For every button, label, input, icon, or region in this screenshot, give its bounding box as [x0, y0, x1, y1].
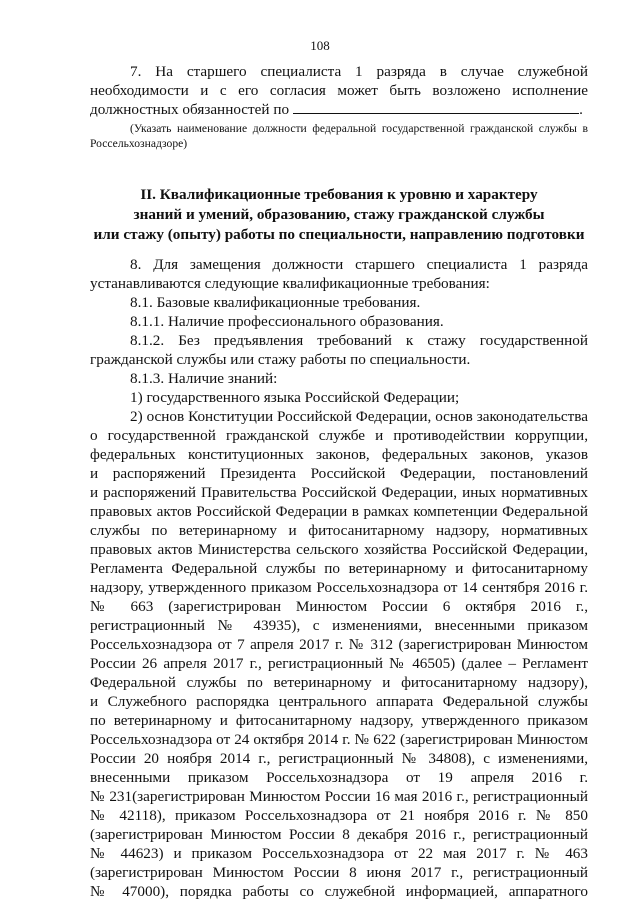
knowledge-item-2-line: надзору, утвержденного приказом Россельхознадзора от 14 сентября 2016 г. — [90, 579, 588, 596]
knowledge-item-2 — [90, 407, 588, 901]
knowledge-item-2-line: России 20 ноября 2014 г., регистрационный № 34808), с изменениями, — [90, 750, 588, 767]
knowledge-item-2-line: Россельхознадзора от 7 апреля 2017 г. № 312 (зарегистрирован Минюстом — [90, 636, 588, 653]
clause-7-line-2: необходимости и с его согласия может быть возложено исполнение — [90, 82, 588, 99]
knowledge-item-2-line: Регламента Федеральной службы по ветеринарному и фитосанитарному — [90, 560, 588, 577]
knowledge-item-2-line: федеральных конституционных законов, федеральных законов, указов — [90, 446, 588, 463]
knowledge-item-2-line: и распоряжений Президента Российской Федерации, постановлений — [90, 465, 588, 482]
clause-8-line-2: устанавливаются следующие квалификационные требования: — [90, 275, 490, 292]
fill-in-blank-line — [293, 100, 579, 114]
clause-8-1-2-line-2: гражданской службы или стажу работы по специальности. — [90, 351, 471, 368]
knowledge-item-2-line: регистрационный № 43935), с изменениями, внесенными приказом — [90, 617, 588, 634]
clause-7 — [90, 62, 588, 151]
knowledge-item-2-line: (зарегистрирован Минюстом России 8 июня 2017 г., регистрационный — [90, 864, 588, 881]
knowledge-item-2-line: и Служебного распорядка центрального аппарата Федеральной службы — [90, 693, 588, 710]
section-heading-line-2: знаний и умений, образованию, стажу гражданской службы — [133, 206, 545, 223]
knowledge-item-2-line: (зарегистрирован Минюстом России 8 декабря 2016 г., регистрационный — [90, 826, 588, 843]
clause-8-1-1: 8.1.1. Наличие профессионального образования. — [130, 313, 444, 330]
knowledge-item-2-line: 2) основ Конституции Российской Федерации, основ законодательства — [130, 408, 588, 425]
knowledge-item-2-line: № 231(зарегистрирован Минюстом России 16 мая 2016 г., регистрационный — [90, 788, 588, 805]
knowledge-item-2-line: № 42118), приказом Россельхознадзора от 21 ноября 2016 г. № 850 — [90, 807, 588, 824]
knowledge-item-2-line: правовых актов Министерства сельского хозяйства Российской Федерации, — [90, 541, 588, 558]
clause-8-line-1: 8. Для замещения должности старшего специалиста 1 разряда — [130, 256, 588, 273]
section-heading-line-3: или стажу (опыту) работы по специальности, направлению подготовки — [93, 226, 585, 243]
document-body — [90, 62, 588, 901]
knowledge-item-2-line: Федеральной службы по ветеринарному и фитосанитарному надзору), — [90, 674, 588, 691]
knowledge-item-2-line: о государственной гражданской службе и противодействии коррупции, — [90, 427, 588, 444]
knowledge-item-2-line: Россельхознадзора от 24 октября 2014 г. № 622 (зарегистрирован Минюстом — [90, 731, 588, 748]
clause-7-line-3 — [90, 100, 588, 119]
clause-7-note: (Указать наименование должности федеральной государственной гражданской службы в Россельхознадзоре) — [90, 122, 588, 150]
knowledge-item-2-line: России 26 апреля 2017 г., регистрационный № 46505) (далее – Регламент — [90, 655, 588, 672]
knowledge-item-1: 1) государственного языка Российской Федерации; — [130, 389, 460, 406]
section-heading-line-1: II. Квалификационные требования к уровню и характеру — [140, 186, 538, 203]
knowledge-item-2-line: внесенными приказом Россельхознадзора от 19 апреля 2016 г. — [90, 769, 588, 786]
clause-7-line-3-text: должностных обязанностей по — [90, 101, 290, 118]
clause-8-1-3: 8.1.3. Наличие знаний: — [130, 370, 278, 387]
knowledge-item-2-line: № 44623) и приказом Россельхознадзора от 22 мая 2017 г. № 463 — [90, 845, 588, 862]
knowledge-item-2-line: по ветеринарному и фитосанитарному надзору, утвержденного приказом — [90, 712, 588, 729]
knowledge-item-2-line: службы по ветеринарному и фитосанитарному надзору, нормативных — [90, 522, 588, 539]
clause-8 — [90, 255, 588, 901]
clause-7-line-1: 7. На старшего специалиста 1 разряда в случае служебной — [130, 63, 588, 80]
clause-8-1: 8.1. Базовые квалификационные требования. — [130, 294, 421, 311]
knowledge-item-2-line: № 663 (зарегистрирован Минюстом России 6 октября 2016 г., — [90, 598, 588, 615]
knowledge-item-2-line: и распоряжений Правительства Российской Федерации, иных нормативных — [90, 484, 588, 501]
clause-7-line-3-end: . — [579, 101, 583, 118]
clause-8-1-2-line-1: 8.1.2. Без предъявления требований к стажу государственной — [130, 332, 588, 349]
page-number: 108 — [310, 38, 330, 53]
knowledge-item-2-line: правовых актов Российской Федерации в рамках компетенции Федеральной — [90, 503, 588, 520]
section-heading — [90, 185, 588, 245]
knowledge-item-2-line: № 47000), порядка работы со служебной информацией, аппаратного — [90, 883, 588, 900]
